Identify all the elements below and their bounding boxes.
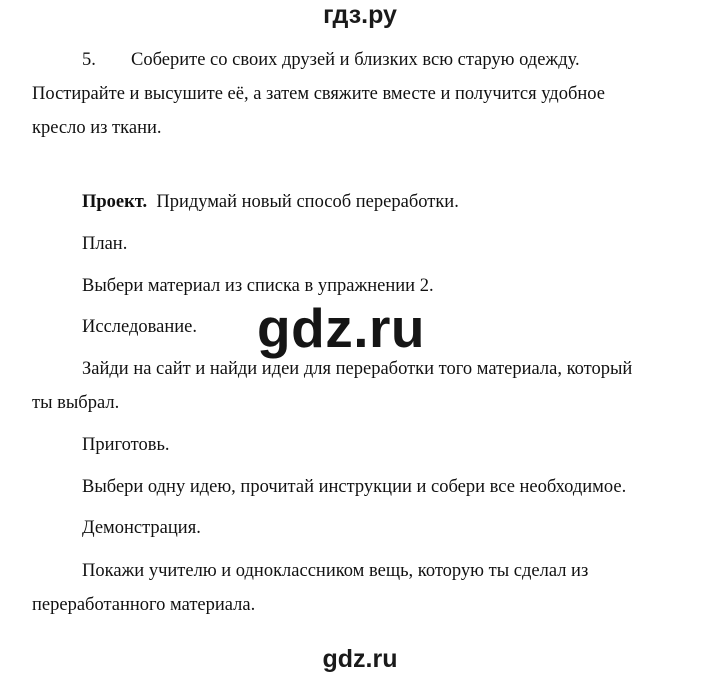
research-text-line-2: ты выбрал.	[32, 393, 120, 413]
plan-heading: План.	[82, 234, 128, 254]
research-heading: Исследование.	[82, 317, 197, 337]
prepare-heading: Приготовь.	[82, 435, 170, 455]
demo-text-line-1: Покажи учителю и одноклассником вещь, которую ты сделал из	[82, 561, 589, 581]
research-text-line-1: Зайди на сайт и найди идеи для переработки того материала, который	[82, 359, 633, 379]
watermark-top: гдз.ру	[323, 1, 397, 29]
item-5-line-1	[82, 49, 580, 71]
prepare-text: Выбери одну идею, прочитай инструкции и собери все необходимое.	[82, 477, 627, 497]
item-number: 5.	[82, 50, 96, 70]
item-5-line-2: Постирайте и высушите её, а затем свяжите вместе и получится удобное	[32, 84, 605, 104]
project-label: Проект.	[82, 192, 148, 212]
item-5-line-3: кресло из ткани.	[32, 118, 162, 138]
watermark-bottom: gdz.ru	[322, 645, 398, 673]
demo-text-line-2: переработанного материала.	[32, 595, 256, 615]
project-heading	[82, 191, 459, 213]
demo-heading: Демонстрация.	[82, 518, 201, 538]
item-5-text-1: Соберите со своих друзей и близких всю старую одежду.	[131, 50, 580, 70]
plan-text: Выбери материал из списка в упражнении 2.	[82, 276, 434, 296]
watermark-middle: gdz.ru	[257, 297, 425, 359]
project-title: Придумай новый способ переработки.	[156, 192, 459, 212]
